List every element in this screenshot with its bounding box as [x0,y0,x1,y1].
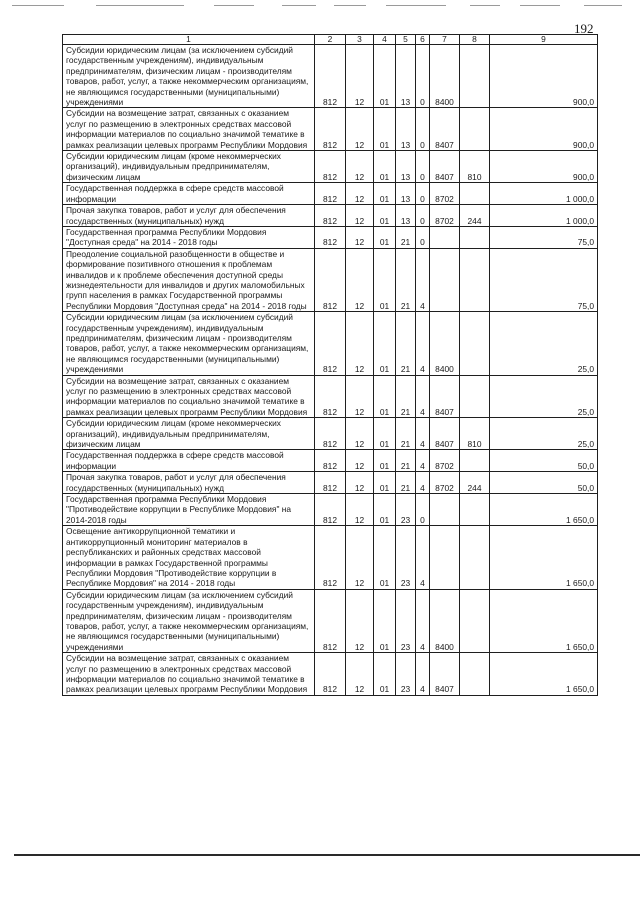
code-cell [460,494,490,526]
code-cell: 812 [315,375,346,418]
amount-cell: 25,0 [490,312,598,375]
column-header: 6 [416,35,430,45]
row-name-cell: Государственная программа Республики Мордовия "Доступная среда" на 2014 - 2018 годы [63,226,315,248]
code-cell: 812 [315,226,346,248]
code-cell: 8702 [430,450,460,472]
code-cell: 810 [460,418,490,450]
table-row [63,653,598,696]
amount-cell: 1 650,0 [490,589,598,652]
table-row [63,418,598,450]
code-cell: 12 [346,494,374,526]
code-cell [460,312,490,375]
table-row [63,526,598,589]
code-cell: 23 [396,494,416,526]
code-cell: 12 [346,226,374,248]
code-cell: 13 [396,108,416,151]
column-number-row [63,35,598,45]
row-name-cell: Субсидии юридическим лицам (кроме некоммерческих организаций), индивидуальным предпринимателям, физическим лицам [63,151,315,183]
table-row [63,151,598,183]
code-cell: 0 [416,494,430,526]
code-cell: 812 [315,494,346,526]
code-cell: 12 [346,472,374,494]
code-cell: 23 [396,526,416,589]
code-cell: 810 [460,151,490,183]
code-cell: 23 [396,589,416,652]
table-row [63,472,598,494]
row-name-cell: Государственная поддержка в сфере средств массовой информации [63,450,315,472]
row-name-cell: Государственная программа Республики Мордовия "Противодействие коррупции в Республике Мордовия" на 2014-2018 годы [63,494,315,526]
row-name-cell: Преодоление социальной разобщенности в обществе и формирование позитивного отношения к проблемам инвалидов и к проблеме обеспечения доступной среды жизнедеятельности для инвалидов и других маломобильных групп населения в рамках Государственной программы Республики Мордовия "Доступная среда" на 2014 - 2018 годы [63,248,315,311]
row-name-cell: Субсидии на возмещение затрат, связанных с оказанием услуг по размещению в электронных средствах массовой информации материалов по социально значимой тематике в рамках реализации целевых программ Республики Мордовия [63,375,315,418]
code-cell: 8702 [430,183,460,205]
code-cell: 12 [346,205,374,227]
code-cell [430,248,460,311]
code-cell: 12 [346,248,374,311]
column-header: 9 [490,35,598,45]
code-cell: 12 [346,151,374,183]
code-cell: 21 [396,472,416,494]
code-cell: 21 [396,248,416,311]
code-cell: 13 [396,151,416,183]
table-row [63,375,598,418]
code-cell: 01 [374,653,396,696]
code-cell: 01 [374,248,396,311]
code-cell: 21 [396,226,416,248]
table-row [63,494,598,526]
code-cell: 01 [374,151,396,183]
code-cell: 4 [416,375,430,418]
code-cell: 12 [346,183,374,205]
code-cell: 01 [374,494,396,526]
code-cell: 812 [315,205,346,227]
column-header: 5 [396,35,416,45]
code-cell [430,226,460,248]
row-name-cell: Субсидии юридическим лицам (за исключением субсидий государственным учреждениям), индивидуальным предпринимателям, физическим лицам - производителям товаров, работ, услуг, а также некоммерческим организациям, не являющимся государственными (муниципальными) учреждениями [63,589,315,652]
amount-cell: 50,0 [490,450,598,472]
code-cell: 812 [315,151,346,183]
code-cell: 0 [416,205,430,227]
column-header: 7 [430,35,460,45]
code-cell: 12 [346,45,374,108]
code-cell: 23 [396,653,416,696]
code-cell: 8407 [430,108,460,151]
footer-rule [14,854,640,856]
amount-cell: 1 000,0 [490,183,598,205]
code-cell: 0 [416,45,430,108]
row-name-cell: Прочая закупка товаров, работ и услуг для обеспечения государственных (муниципальных) нужд [63,472,315,494]
table-row [63,45,598,108]
code-cell: 244 [460,205,490,227]
code-cell: 812 [315,450,346,472]
table-row [63,450,598,472]
amount-cell: 1 650,0 [490,653,598,696]
code-cell: 01 [374,312,396,375]
code-cell: 12 [346,312,374,375]
code-cell: 812 [315,108,346,151]
code-cell [460,248,490,311]
code-cell: 4 [416,450,430,472]
code-cell [460,226,490,248]
scan-top-marks [0,5,640,9]
code-cell [430,526,460,589]
table-row [63,226,598,248]
code-cell: 0 [416,226,430,248]
code-cell: 12 [346,653,374,696]
row-name-cell: Субсидии на возмещение затрат, связанных с оказанием услуг по размещению в электронных средствах массовой информации материалов по социально значимой тематике в рамках реализации целевых программ Республики Мордовия [63,653,315,696]
code-cell: 01 [374,226,396,248]
amount-cell: 1 000,0 [490,205,598,227]
column-header: 3 [346,35,374,45]
code-cell: 01 [374,375,396,418]
code-cell [460,653,490,696]
amount-cell: 25,0 [490,375,598,418]
amount-cell: 50,0 [490,472,598,494]
code-cell: 13 [396,45,416,108]
code-cell: 8702 [430,472,460,494]
code-cell: 8400 [430,45,460,108]
code-cell: 01 [374,526,396,589]
code-cell: 13 [396,183,416,205]
table-row [63,248,598,311]
code-cell: 4 [416,653,430,696]
code-cell: 4 [416,418,430,450]
amount-cell: 75,0 [490,248,598,311]
code-cell: 812 [315,589,346,652]
code-cell: 12 [346,418,374,450]
amount-cell: 900,0 [490,108,598,151]
code-cell: 8407 [430,375,460,418]
code-cell: 812 [315,653,346,696]
code-cell: 13 [396,205,416,227]
amount-cell: 75,0 [490,226,598,248]
code-cell: 4 [416,312,430,375]
code-cell: 4 [416,589,430,652]
code-cell: 8407 [430,653,460,696]
code-cell: 244 [460,472,490,494]
row-name-cell: Освещение антикоррупционной тематики и антикоррупционный мониторинг материалов в республиканских и районных средствах массовой информации в рамках Государственной программы Республики Мордовия "Противодействие коррупции в Республике Мордовия" на 2014 - 2018 годы [63,526,315,589]
row-name-cell: Субсидии юридическим лицам (за исключением субсидий государственным учреждениям), индивидуальным предпринимателям, физическим лицам - производителям товаров, работ, услуг, а также некоммерческим организациям, не являющимся государственными (муниципальными) учреждениями [63,312,315,375]
code-cell: 01 [374,589,396,652]
column-header: 1 [63,35,315,45]
code-cell [460,589,490,652]
code-cell [460,45,490,108]
amount-cell: 900,0 [490,45,598,108]
code-cell: 12 [346,589,374,652]
code-cell: 21 [396,375,416,418]
table-row [63,108,598,151]
row-name-cell: Государственная поддержка в сфере средств массовой информации [63,183,315,205]
code-cell [430,494,460,526]
code-cell: 812 [315,45,346,108]
column-header: 4 [374,35,396,45]
budget-table [62,34,598,696]
column-header: 8 [460,35,490,45]
code-cell: 8400 [430,589,460,652]
code-cell: 0 [416,183,430,205]
code-cell: 0 [416,151,430,183]
code-cell: 4 [416,472,430,494]
table-row [63,589,598,652]
code-cell: 01 [374,183,396,205]
code-cell: 21 [396,418,416,450]
row-name-cell: Субсидии юридическим лицам (кроме некоммерческих организаций), индивидуальным предпринимателям, физическим лицам [63,418,315,450]
code-cell: 8407 [430,151,460,183]
code-cell [460,526,490,589]
code-cell: 812 [315,248,346,311]
column-header: 2 [315,35,346,45]
table-row [63,205,598,227]
code-cell: 01 [374,45,396,108]
code-cell: 01 [374,418,396,450]
amount-cell: 900,0 [490,151,598,183]
code-cell: 01 [374,450,396,472]
code-cell [460,450,490,472]
code-cell: 12 [346,375,374,418]
code-cell: 8407 [430,418,460,450]
code-cell: 12 [346,450,374,472]
code-cell: 812 [315,472,346,494]
code-cell: 01 [374,108,396,151]
code-cell: 0 [416,108,430,151]
code-cell: 812 [315,526,346,589]
code-cell: 21 [396,450,416,472]
code-cell: 4 [416,526,430,589]
code-cell: 12 [346,108,374,151]
table-row [63,312,598,375]
code-cell: 12 [346,526,374,589]
code-cell [460,108,490,151]
code-cell: 8400 [430,312,460,375]
code-cell [460,375,490,418]
code-cell: 8702 [430,205,460,227]
row-name-cell: Субсидии юридическим лицам (за исключением субсидий государственным учреждениям), индивидуальным предпринимателям, физическим лицам - производителям товаров, работ, услуг, а также некоммерческим организациям, не являющимся государственными (муниципальными) учреждениями [63,45,315,108]
code-cell: 4 [416,248,430,311]
code-cell: 01 [374,472,396,494]
row-name-cell: Прочая закупка товаров, работ и услуг для обеспечения государственных (муниципальных) нужд [63,205,315,227]
code-cell: 21 [396,312,416,375]
code-cell: 812 [315,183,346,205]
row-name-cell: Субсидии на возмещение затрат, связанных с оказанием услуг по размещению в электронных средствах массовой информации материалов по социально значимой тематике в рамках реализации целевых программ Республики Мордовия [63,108,315,151]
page-number: 192 [574,21,594,36]
code-cell [460,183,490,205]
code-cell: 812 [315,312,346,375]
amount-cell: 1 650,0 [490,494,598,526]
table-row [63,183,598,205]
amount-cell: 1 650,0 [490,526,598,589]
amount-cell: 25,0 [490,418,598,450]
code-cell: 812 [315,418,346,450]
code-cell: 01 [374,205,396,227]
